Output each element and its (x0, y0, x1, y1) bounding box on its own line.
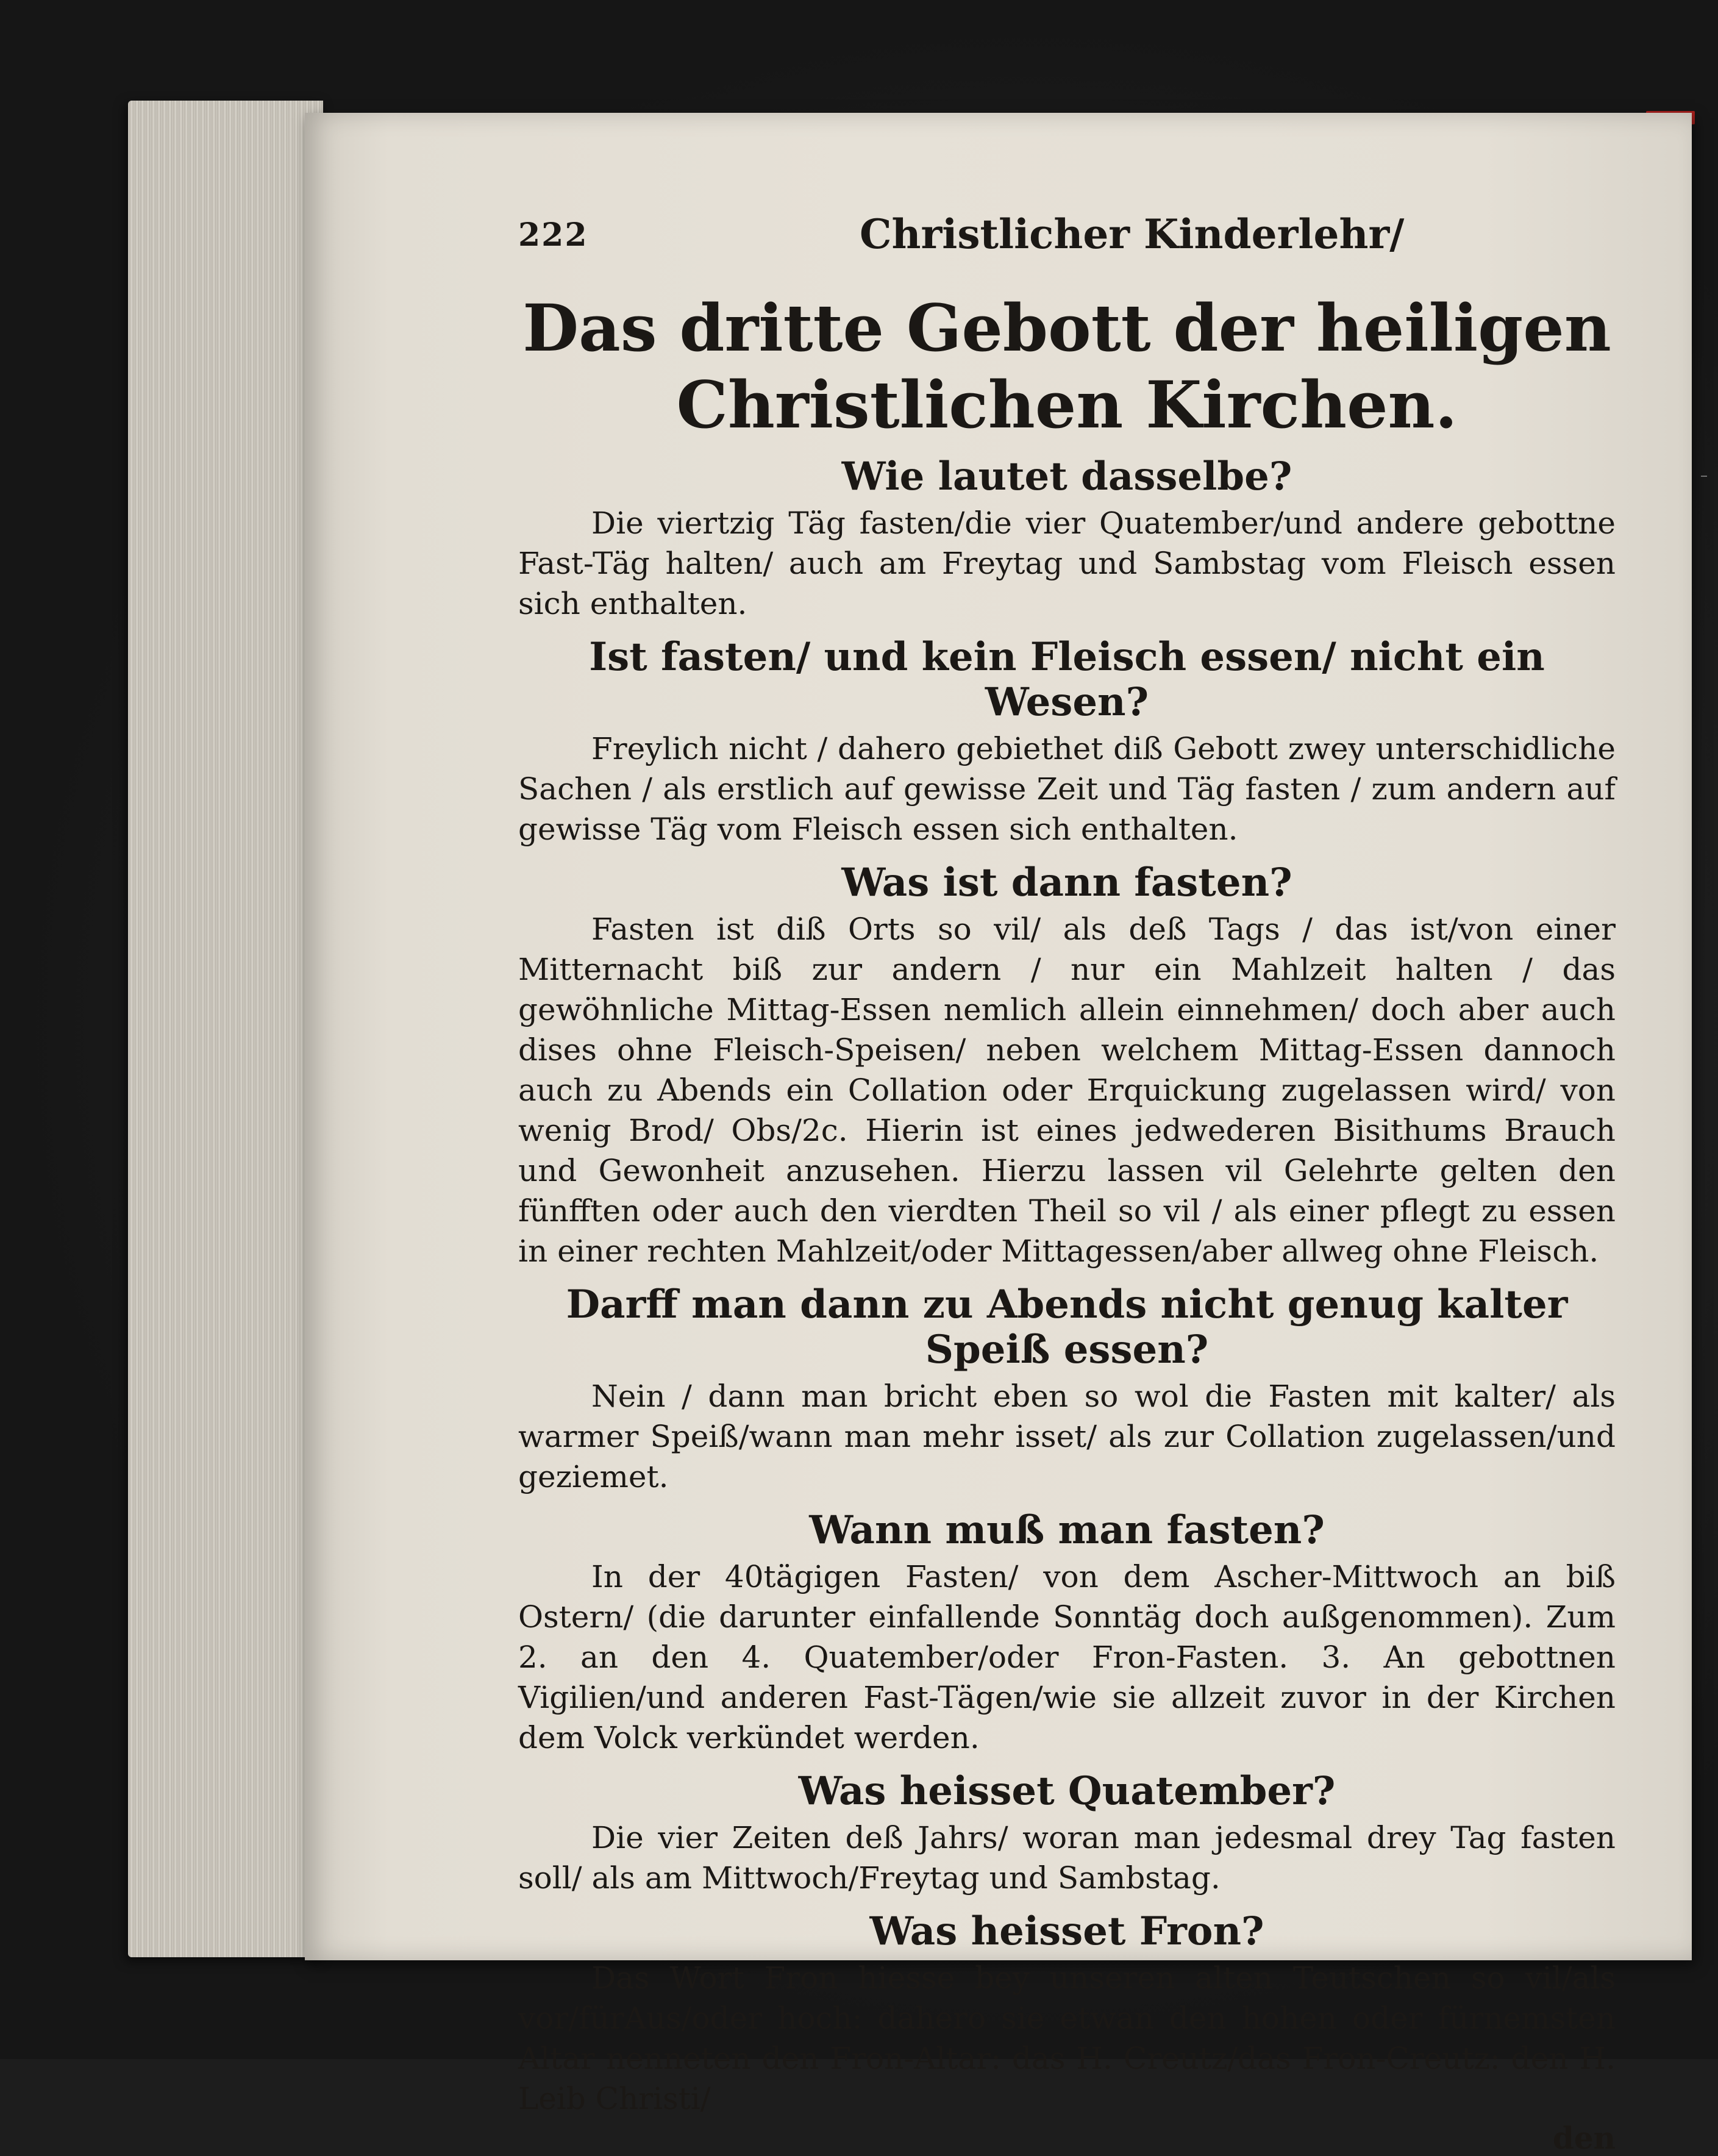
running-title: Christlicher Kinderlehr/ (860, 210, 1405, 258)
question: Was ist dann fasten? (841, 860, 1292, 905)
book-page (305, 113, 1692, 2156)
answer: Die vier Zeiten deß Jahrs/ woran man jedesmal drey Tag fasten soll/ als am Mittwoch/Freytag und Sambstag. (518, 1820, 1616, 1896)
answer: Die viertzig Täg fasten/die vier Quatember/und andere gebottne Fast-Täg halten/ auch am Freytag und Sambstag vom Fleisch essen sich enthalten. (518, 505, 1616, 621)
catchword: den (1552, 2120, 1616, 2156)
qa-section-3 (518, 860, 1616, 1271)
question: Darff man dann zu Abends nicht genug kalter Speiß essen? (566, 1282, 1568, 1372)
question: Was heisset Quatember? (798, 1768, 1336, 1814)
page-number: 222 (518, 216, 588, 254)
qa-section-4 (518, 1282, 1616, 1497)
stacked-page-edges (128, 101, 323, 1957)
answer: Das Wort Fron hiesse bey unseren alten Teutschen so vil/als vor/fürAus/oder hoch: dahero sie etwan den hohen oder fürnemsten Altar nenneten den Fron-Altar: das H. Creutz/das Fron-Creutz: den H. Leib Christi/ (518, 1960, 1616, 2116)
main-title: Das dritte Gebott der heiligen Christlichen Kirchen. (522, 290, 1611, 443)
answer: In der 40tägigen Fasten/ von dem Ascher-Mittwoch an biß Ostern/ (die darunter einfallende Sonntäg doch außgenommen). Zum 2. an den 4. Quatember/oder Fron-Fasten. 3. An gebottnen Vigilien/und anderen Fast-Tägen/wie sie allzeit zuvor in der Kirchen dem Volck verkündet werden. (518, 1559, 1616, 1755)
question: Wie lautet dasselbe? (841, 454, 1292, 499)
answer: Nein / dann man bricht eben so wol die Fasten mit kalter/ als warmer Speiß/wann man mehr isset/ als zur Collation zugelassen/und geziemet. (518, 1379, 1616, 1494)
qa-section-5 (518, 1508, 1616, 1758)
question: Wann muß man fasten? (809, 1507, 1325, 1553)
answer: Freylich nicht / dahero gebiethet diß Gebott zwey unterschidliche Sachen / als erstlich auf gewisse Zeit und Täg fasten / zum andern auf gewisse Täg vom Fleisch essen sich enthalten. (518, 731, 1616, 847)
page-text-block (518, 204, 1616, 2156)
qa-section-7 (518, 1909, 1616, 2119)
qa-section-1 (518, 454, 1616, 624)
margin-mark (1701, 476, 1707, 477)
answer: Fasten ist diß Orts so vil/ als deß Tags / das ist/von einer Mitternacht biß zur andern / nur ein Mahlzeit halten / das gewöhnliche Mittag-Essen nemlich allein einnehmen/ doch aber auch dises ohne Fleisch-Speisen/ neben welchem Mittag-Essen dannoch auch zu Abends ein Collation oder Erquickung zugelassen wird/ von wenig Brod/ Obs/2c. Hierin ist eines jedwederen Bisithums Brauch und Gewonheit anzusehen. Hierzu lassen vil Gelehrte gelten den fünfften oder auch den vierdten Theil so vil / als einer pflegt zu essen in einer rechten Mahlzeit/oder Mittagessen/aber allweg ohne Fleisch. (518, 912, 1616, 1269)
qa-section-2 (518, 635, 1616, 849)
qa-section-6 (518, 1769, 1616, 1898)
question: Ist fasten/ und kein Fleisch essen/ nicht ein Wesen? (589, 634, 1545, 725)
question: Was heisset Fron? (869, 1908, 1264, 1954)
running-head (518, 204, 1616, 290)
